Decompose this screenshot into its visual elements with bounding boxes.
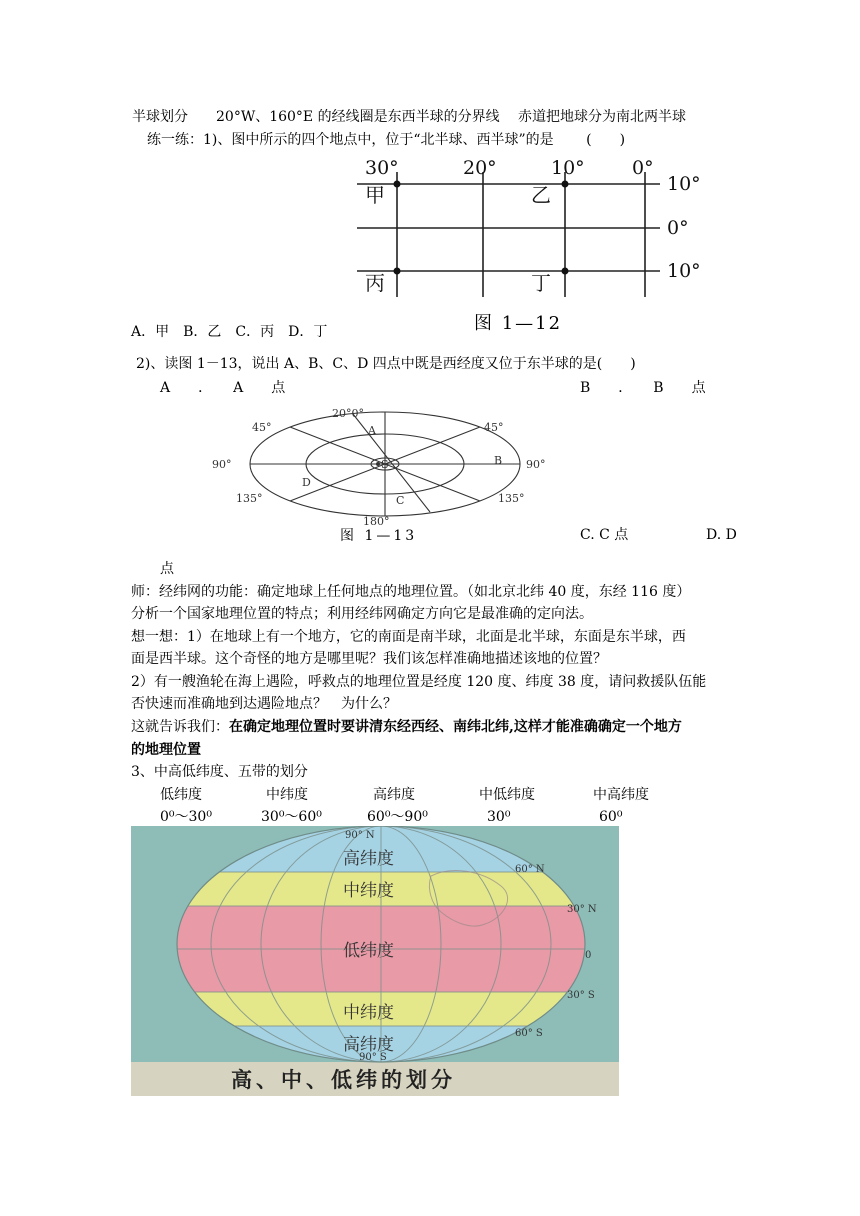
paragraph-7-bold: 在确定地理位置时要讲清东经西经、南纬北纬,这样才能准确确定一个地方 bbox=[229, 719, 682, 735]
paragraph-3: 想一想：1）在地球上有一个地方，它的南面是南半球，北面是北半球，东面是东半球，西 bbox=[131, 629, 686, 645]
fig13-label-left: 90° bbox=[212, 458, 232, 471]
paragraph-9: 3、中高低纬度、五带的划分 bbox=[131, 764, 308, 780]
top-label-10: 10° bbox=[551, 157, 585, 179]
q2-option-a: A ． A 点 bbox=[160, 380, 286, 396]
paragraph-8: 的地理位置 bbox=[131, 742, 201, 758]
lat-label-0: 0 bbox=[585, 950, 592, 961]
fig13-point-a: A bbox=[368, 424, 376, 437]
fig13-label-lt: 45° bbox=[252, 421, 272, 434]
fig13-label-center: S bbox=[381, 458, 389, 471]
q2-option-d-tail: 点 bbox=[160, 561, 174, 577]
lat-value-midlow: 30⁰ bbox=[487, 809, 511, 825]
globe-caption: 高、中、低纬的划分 bbox=[231, 1067, 456, 1092]
figure-1-13 bbox=[208, 408, 568, 528]
fig13-label-rb: 135° bbox=[498, 492, 525, 505]
fig13-label-rt: 45° bbox=[484, 421, 504, 434]
lat-label-90n: 90° N bbox=[345, 830, 375, 841]
latitude-zones-figure bbox=[131, 826, 619, 1096]
lat-header-high: 高纬度 bbox=[373, 787, 415, 803]
fig13-point-b: B bbox=[494, 454, 503, 467]
paragraph-1: 师：经纬网的功能：确定地球上任何地点的地理位置。（如北京北纬 40 度，东经 116 度） bbox=[131, 584, 691, 600]
zone-high-south: 高纬度 bbox=[343, 1035, 394, 1055]
paragraph-5: 2）有一艘渔轮在海上遇险，呼救点的地理位置是经度 120 度、纬度 38 度，请问救援队伍能 bbox=[131, 674, 707, 690]
zone-mid-north: 中纬度 bbox=[343, 881, 394, 901]
lat-label-60n: 60° N bbox=[515, 864, 545, 875]
intro-line: 半球划分 20°W、160°E 的经线圈是东西半球的分界线 赤道把地球分为南北两半球 bbox=[132, 109, 687, 125]
lat-header-midlow: 中低纬度 bbox=[479, 787, 535, 803]
lat-label-90s: 90° S bbox=[359, 1052, 387, 1063]
right-label-10n: 10° bbox=[667, 173, 701, 195]
fig13-label-bottom: 180° bbox=[363, 515, 390, 528]
label-yi: 乙 bbox=[531, 183, 551, 207]
fig13-point-d: D bbox=[302, 476, 311, 489]
label-bing: 丙 bbox=[365, 271, 385, 295]
figure-1-12 bbox=[345, 152, 725, 332]
paragraph-6: 否快速而准确地到达遇险地点？ 为什么？ bbox=[131, 696, 397, 712]
q2-question: 2)、读图 1－13，说出 A、B、C、D 四点中既是西经度又位于东半球的是( ) bbox=[136, 356, 636, 372]
top-label-30: 30° bbox=[365, 157, 399, 179]
fig13-point-c: C bbox=[396, 494, 405, 507]
paragraph-7-prefix: 这就告诉我们： bbox=[131, 719, 229, 735]
fig13-label-top: 20°0° bbox=[332, 408, 364, 420]
fig13-label-lb: 135° bbox=[236, 492, 263, 505]
lat-value-high: 60⁰～90⁰ bbox=[367, 809, 428, 825]
point-bing bbox=[394, 268, 401, 275]
q2-option-d: D. D bbox=[706, 527, 737, 543]
point-ding bbox=[562, 268, 569, 275]
point-jia bbox=[394, 181, 401, 188]
zone-mid-south: 中纬度 bbox=[343, 1003, 394, 1023]
lat-label-30n: 30° N bbox=[567, 904, 597, 915]
paragraph-7 bbox=[131, 717, 682, 737]
paragraph-4: 面是西半球。这个奇怪的地方是哪里呢？我们该怎样准确地描述该地的位置？ bbox=[131, 651, 607, 667]
lat-header-low: 低纬度 bbox=[160, 787, 202, 803]
lat-value-low: 0⁰～30⁰ bbox=[160, 809, 212, 825]
lat-value-midhigh: 60⁰ bbox=[599, 809, 623, 825]
lat-label-60s: 60° S bbox=[515, 1028, 543, 1039]
figure-1-12-caption: 图 1—12 bbox=[474, 313, 563, 334]
zone-low: 低纬度 bbox=[343, 941, 394, 961]
top-label-0: 0° bbox=[632, 157, 654, 179]
lat-label-30s: 30° S bbox=[567, 990, 595, 1001]
q1-options: A．甲 B．乙 C．丙 D．丁 bbox=[131, 324, 328, 340]
figure-1-13-caption: 图 1—13 bbox=[340, 528, 418, 544]
lat-header-mid: 中纬度 bbox=[266, 787, 308, 803]
label-ding: 丁 bbox=[531, 271, 551, 295]
point-yi bbox=[562, 181, 569, 188]
q2-option-c: C. C 点 bbox=[580, 527, 629, 543]
zone-high-north: 高纬度 bbox=[343, 849, 394, 869]
right-label-10s: 10° bbox=[667, 260, 701, 282]
q1-question: 练一练：1)、图中所示的四个地点中，位于“北半球、西半球”的是 ( ) bbox=[147, 132, 626, 148]
top-label-20: 20° bbox=[463, 157, 497, 179]
label-jia: 甲 bbox=[365, 183, 385, 207]
lat-header-midhigh: 中高纬度 bbox=[593, 787, 649, 803]
q2-option-b: B ． B 点 bbox=[580, 380, 706, 396]
fig13-label-right: 90° bbox=[526, 458, 546, 471]
paragraph-2: 分析一个国家地理位置的特点；利用经纬网确定方向它是最准确的定向法。 bbox=[131, 606, 593, 622]
lat-value-mid: 30⁰～60⁰ bbox=[261, 809, 322, 825]
right-label-0: 0° bbox=[667, 217, 689, 239]
